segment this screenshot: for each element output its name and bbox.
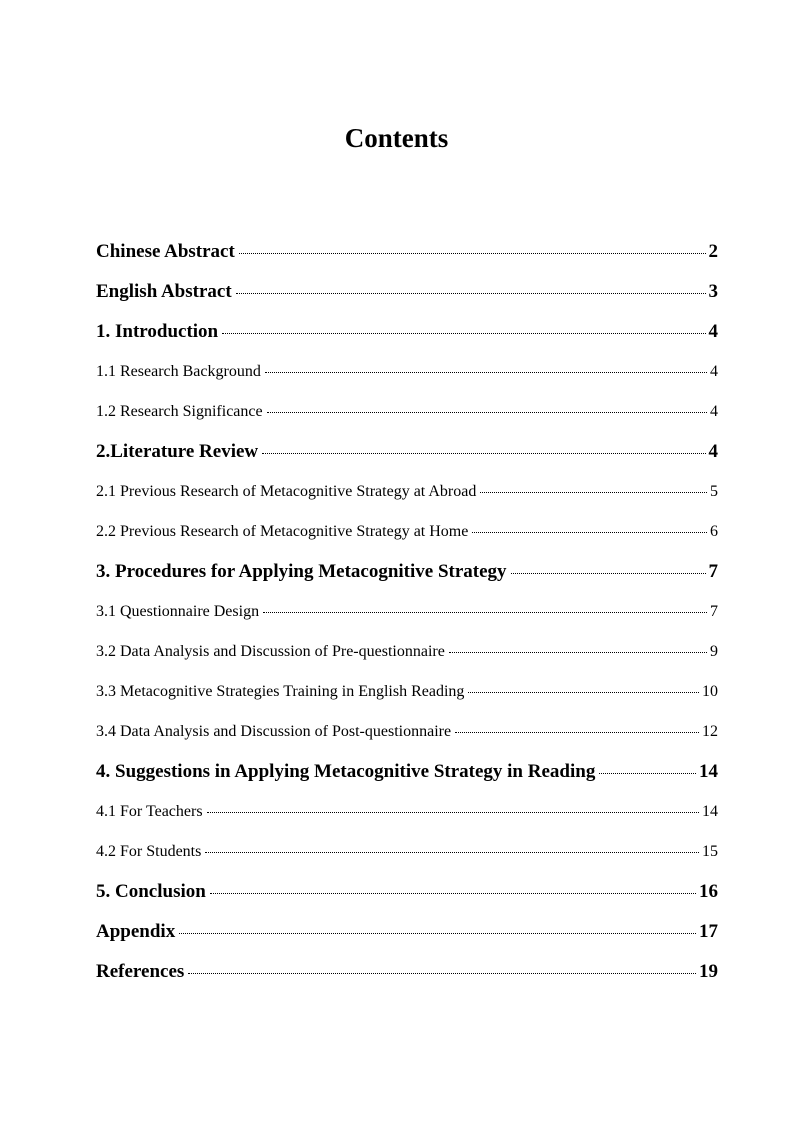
toc-entry-research-background[interactable] (96, 352, 718, 392)
toc-entry-label: 4.1 For Teachers (96, 803, 203, 820)
dot-leader (263, 600, 707, 616)
dot-leader (468, 680, 699, 696)
toc-entry-strategies-training[interactable] (96, 672, 718, 712)
toc-entry-chinese-abstract[interactable] (96, 232, 718, 272)
toc-entry-page-number: 16 (699, 881, 718, 902)
toc-entry-page-number: 14 (699, 761, 718, 782)
toc-entry-label: 2.2 Previous Research of Metacognitive Strategy at Home (96, 523, 469, 540)
toc-entry-label: 3.4 Data Analysis and Discussion of Post-questionnaire (96, 723, 452, 740)
toc-entry-pre-questionnaire-analysis[interactable] (96, 632, 718, 672)
toc-entry-previous-research-home[interactable] (96, 512, 718, 552)
page-title: Contents (344, 123, 449, 153)
dot-leader (262, 438, 705, 457)
toc-entry-page-number: 5 (710, 483, 718, 500)
toc-entry-label: 5. Conclusion (96, 881, 206, 902)
dot-leader (188, 958, 696, 977)
toc-entry-page-number: 6 (710, 523, 718, 540)
toc-entry-label: English Abstract (96, 281, 232, 302)
toc-entry-page-number: 9 (710, 643, 718, 660)
dot-leader (599, 758, 696, 777)
dot-leader (222, 318, 705, 337)
toc-entry-label: References (96, 961, 185, 982)
toc-entry-for-students[interactable] (96, 832, 718, 872)
toc-entry-references[interactable] (96, 952, 718, 992)
dot-leader (480, 480, 707, 496)
toc-entry-procedures[interactable] (96, 552, 718, 592)
toc-entry-label: 3.2 Data Analysis and Discussion of Pre-questionnaire (96, 643, 445, 660)
toc-entry-label: 3. Procedures for Applying Metacognitive Strategy (96, 561, 507, 582)
table-of-contents (96, 232, 718, 992)
toc-entry-page-number: 4 (708, 441, 718, 462)
toc-entry-label: 1.2 Research Significance (96, 403, 263, 420)
toc-entry-previous-research-abroad[interactable] (96, 472, 718, 512)
toc-entry-page-number: 2 (708, 241, 718, 262)
toc-entry-page-number: 7 (710, 603, 718, 620)
toc-entry-label: 1. Introduction (96, 321, 219, 342)
toc-entry-label: 2.1 Previous Research of Metacognitive Strategy at Abroad (96, 483, 477, 500)
dot-leader (179, 918, 696, 937)
toc-entry-page-number: 7 (708, 561, 718, 582)
toc-entry-page-number: 19 (699, 961, 718, 982)
toc-entry-page-number: 10 (702, 683, 718, 700)
toc-entry-page-number: 12 (702, 723, 718, 740)
toc-entry-label: 3.1 Questionnaire Design (96, 603, 260, 620)
toc-entry-page-number: 14 (702, 803, 718, 820)
toc-entry-suggestions[interactable] (96, 752, 718, 792)
toc-entry-literature-review[interactable] (96, 432, 718, 472)
dot-leader (239, 238, 706, 257)
dot-leader (455, 720, 699, 736)
toc-entry-page-number: 17 (699, 921, 718, 942)
toc-entry-conclusion[interactable] (96, 872, 718, 912)
toc-entry-post-questionnaire-analysis[interactable] (96, 712, 718, 752)
toc-entry-for-teachers[interactable] (96, 792, 718, 832)
toc-entry-english-abstract[interactable] (96, 272, 718, 312)
dot-leader (207, 800, 699, 816)
toc-entry-research-significance[interactable] (96, 392, 718, 432)
toc-entry-page-number: 3 (708, 281, 718, 302)
toc-entry-introduction[interactable] (96, 312, 718, 352)
toc-entry-label: 4.2 For Students (96, 843, 202, 860)
dot-leader (205, 840, 699, 856)
toc-entry-label: 4. Suggestions in Applying Metacognitive Strategy in Reading (96, 761, 596, 782)
dot-leader (511, 558, 706, 577)
dot-leader (236, 278, 706, 297)
toc-entry-appendix[interactable] (96, 912, 718, 952)
dot-leader (265, 360, 707, 376)
toc-entry-label: 3.3 Metacognitive Strategies Training in English Reading (96, 683, 465, 700)
toc-entry-questionnaire-design[interactable] (96, 592, 718, 632)
dot-leader (267, 400, 707, 416)
toc-entry-page-number: 4 (708, 321, 718, 342)
toc-entry-page-number: 4 (710, 363, 718, 380)
toc-entry-page-number: 4 (710, 403, 718, 420)
toc-entry-page-number: 15 (702, 843, 718, 860)
dot-leader (449, 640, 707, 656)
dot-leader (210, 878, 696, 897)
toc-entry-label: 1.1 Research Background (96, 363, 261, 380)
toc-entry-label: Chinese Abstract (96, 241, 235, 262)
toc-entry-label: Appendix (96, 921, 176, 942)
toc-entry-label: 2.Literature Review (96, 441, 259, 462)
dot-leader (472, 520, 707, 536)
